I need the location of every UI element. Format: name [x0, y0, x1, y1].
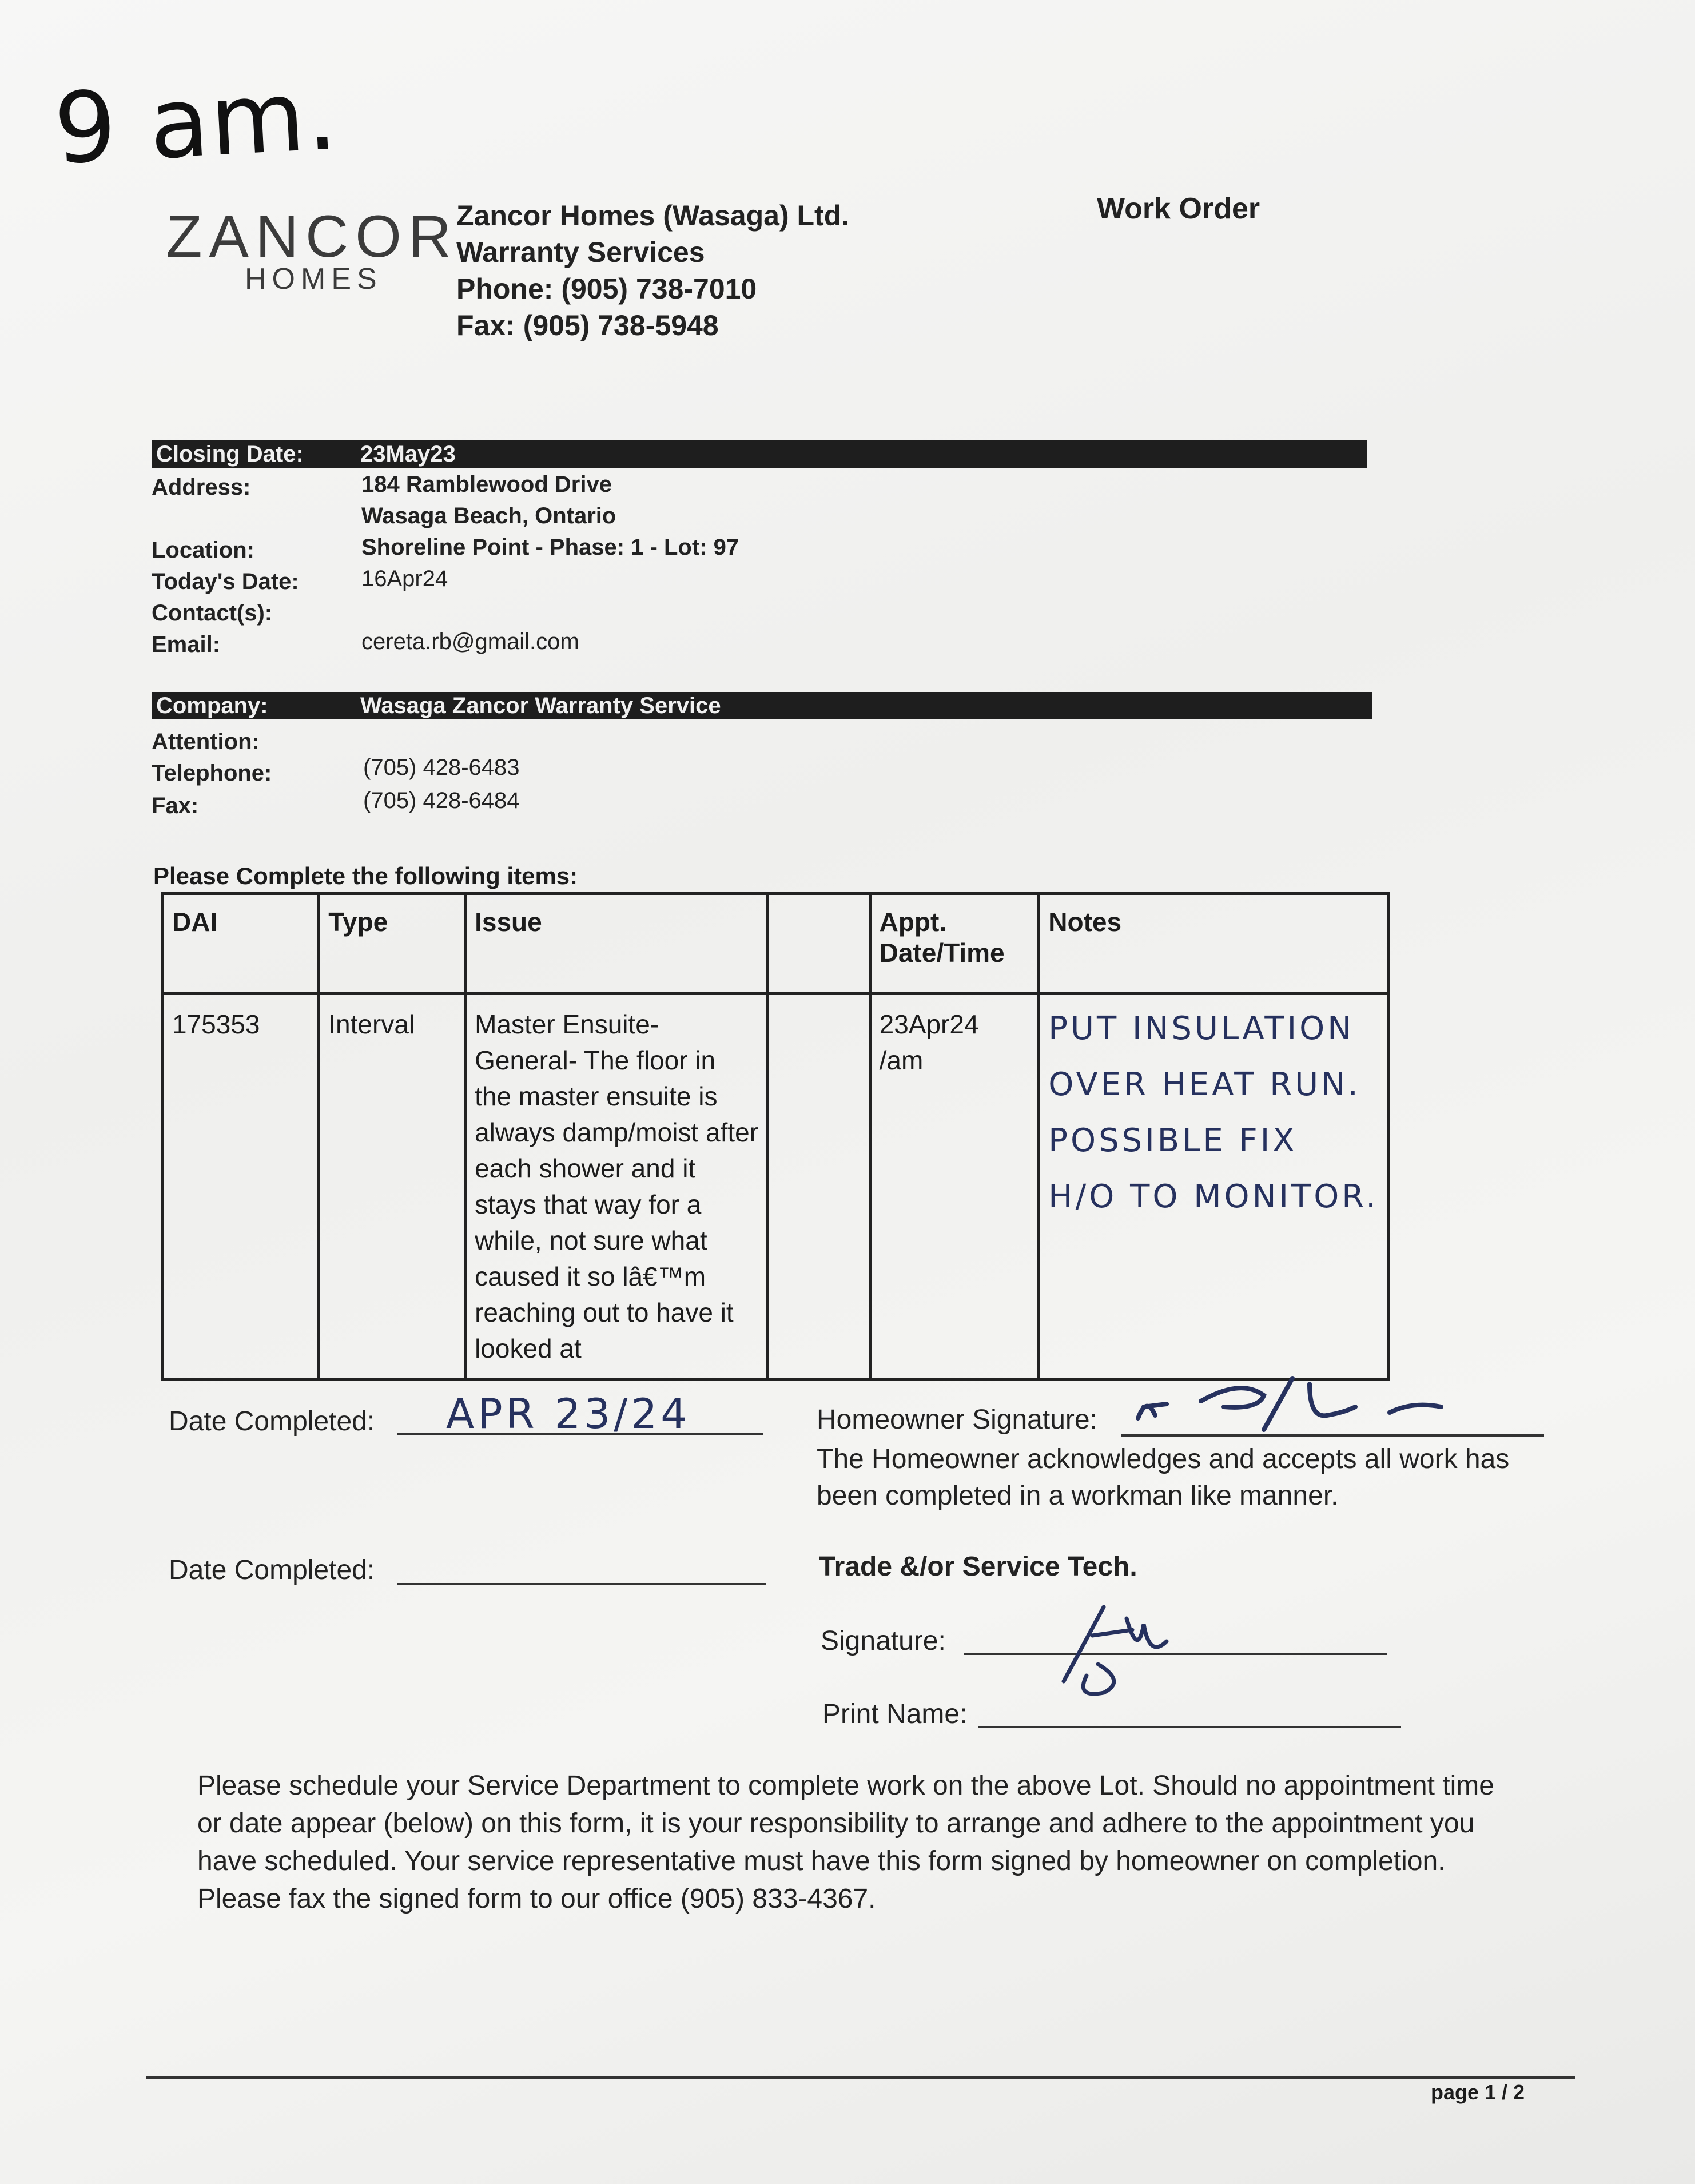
location-label: Location: [152, 538, 254, 563]
address-label: Address: [152, 475, 251, 500]
date-completed-label-1: Date Completed: [169, 1406, 375, 1437]
work-items-table [161, 892, 1390, 1381]
print-name-label: Print Name: [822, 1699, 968, 1729]
location-value: Shoreline Point - Phase: 1 - Lot: 97 [361, 535, 739, 560]
tech-signature-graphic [1052, 1596, 1201, 1704]
col-dai: DAI [163, 894, 319, 994]
company-bar [152, 692, 1372, 719]
col-notes: Notes [1039, 894, 1388, 994]
col-type: Type [319, 894, 465, 994]
cell-issue: Master Ensuite- General- The floor in the master ensuite is always damp/moist after each shower and it stays that way for a while, not sure what caused it so lâ€™m reaching out to have it looked at [465, 994, 768, 1380]
document-title: Work Order [1097, 192, 1260, 225]
company-phone: Phone: (905) 738-7010 [456, 273, 757, 305]
footer-rule [146, 2076, 1575, 2079]
table-row [163, 994, 1388, 1380]
homeowner-signature-graphic [1121, 1361, 1475, 1435]
homeowner-acknowledgement: The Homeowner acknowledges and accepts all work has been completed in a workman like manner. [817, 1444, 1510, 1511]
handwritten-completed-date: APR 23/24 [446, 1390, 691, 1438]
closing-date-value: 23May23 [360, 441, 456, 467]
cell-dai: 175353 [163, 994, 319, 1380]
date-completed-line-2 [397, 1583, 766, 1585]
note-line-1: PUT INSULATION [1048, 1010, 1355, 1047]
tech-signature-label: Signature: [821, 1626, 946, 1656]
email-label: Email: [152, 632, 221, 657]
table-header-row [163, 894, 1388, 994]
homeowner-signature-label: Homeowner Signature: [817, 1405, 1097, 1435]
fax-label: Fax: [152, 793, 199, 818]
note-line-4: H/O TO MONITOR. [1048, 1178, 1379, 1215]
note-line-3: POSSIBLE FIX [1048, 1122, 1298, 1159]
telephone-value: (705) 428-6483 [363, 755, 520, 780]
company-dept: Warranty Services [456, 236, 705, 268]
company-header [456, 197, 849, 344]
company-fax: Fax: (905) 738-5948 [456, 309, 719, 341]
company-bar-value: Wasaga Zancor Warranty Service [360, 693, 721, 718]
col-issue: Issue [465, 894, 768, 994]
cell-blank [768, 994, 870, 1380]
email-value: cereta.rb@gmail.com [361, 629, 579, 654]
today-label: Today's Date: [152, 569, 299, 594]
scheduling-notice: Please schedule your Service Department to complete work on the above Lot. Should no appointment time or date appear (below) on this form, it is your responsibility to arrange and adhere to the appointment you have scheduled. Your service representative must have this form signed by homeowner on completion. Please fax the signed form to our office (905) 833-4367. [197, 1771, 1494, 1914]
date-completed-label-2: Date Completed: [169, 1555, 375, 1585]
fax-value: (705) 428-6484 [363, 788, 520, 813]
address-line2: Wasaga Beach, Ontario [361, 503, 616, 528]
instructions: Please Complete the following items: [153, 862, 578, 889]
cell-appt: 23Apr24 /am [870, 994, 1039, 1380]
closing-date-bar [152, 440, 1367, 468]
cell-notes [1039, 994, 1388, 1380]
attention-label: Attention: [152, 729, 260, 754]
col-appt: Appt. Date/Time [870, 894, 1039, 994]
telephone-label: Telephone: [152, 761, 272, 786]
company-bar-label: Company: [156, 693, 268, 718]
company-name: Zancor Homes (Wasaga) Ltd. [456, 200, 850, 232]
closing-date-label: Closing Date: [156, 441, 304, 467]
col-blank [768, 894, 870, 994]
zancor-logo-sub: HOMES [245, 262, 383, 296]
print-name-line [978, 1726, 1401, 1728]
today-value: 16Apr24 [361, 566, 448, 591]
note-line-2: OVER HEAT RUN. [1048, 1066, 1361, 1103]
page-number: page 1 / 2 [1431, 2080, 1525, 2104]
trade-tech-label: Trade &/or Service Tech. [819, 1552, 1137, 1582]
cell-type: Interval [319, 994, 465, 1380]
contacts-label: Contact(s): [152, 600, 273, 626]
zancor-logo: ZANCOR [166, 204, 459, 270]
handwritten-time: 9 am. [51, 58, 341, 186]
address-line1: 184 Ramblewood Drive [361, 472, 612, 497]
